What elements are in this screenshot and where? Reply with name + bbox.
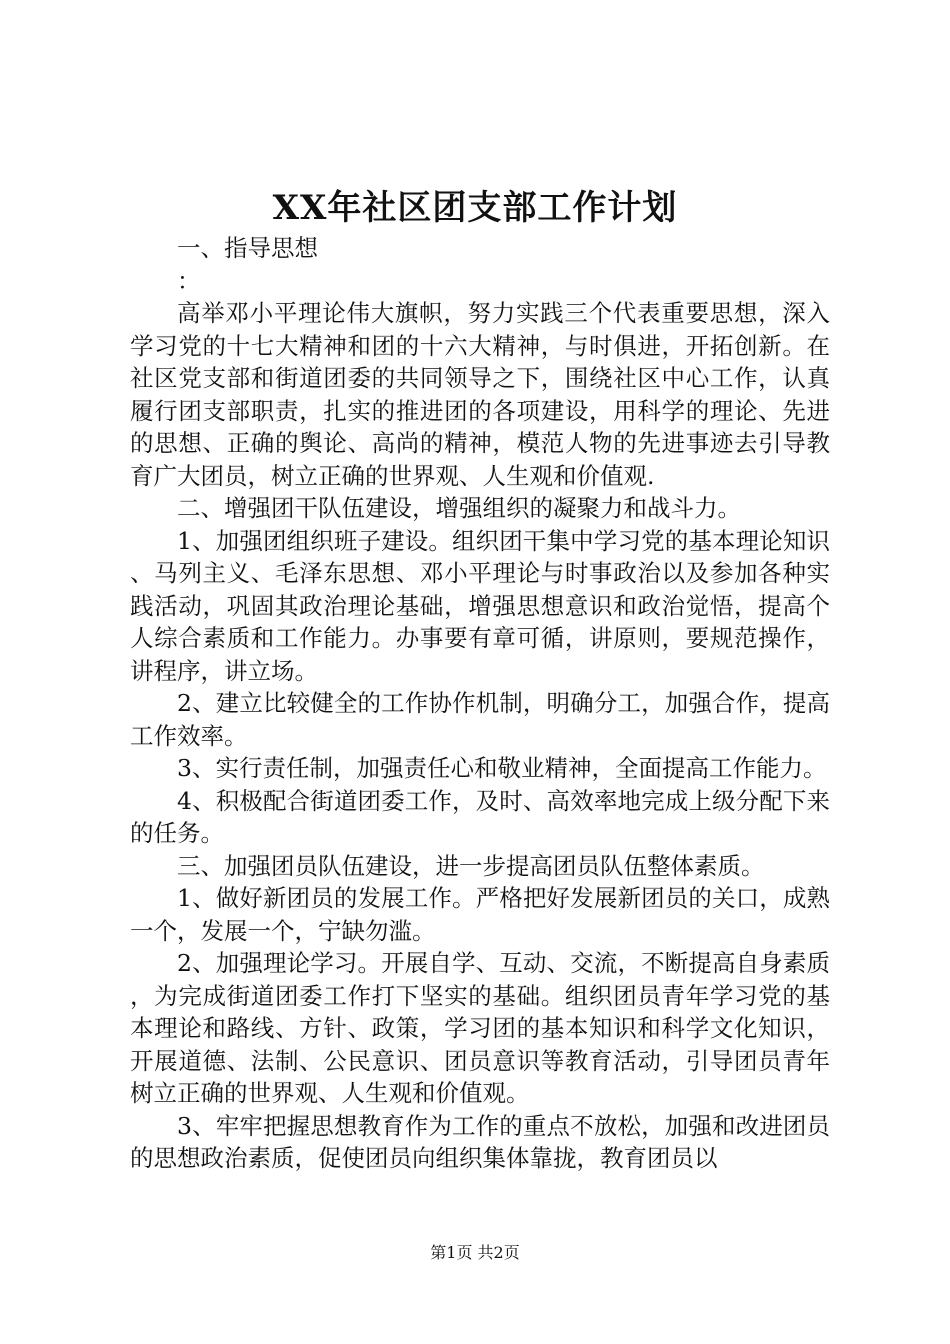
paragraph-member-item-1: 1、做好新团员的发展工作。严格把好发展新团员的关口，成熟一个，发展一个，宁缺勿滥。 [130, 884, 830, 945]
heading-member-team: 三、加强团员队伍建设，进一步提高团员队伍整体素质。 [177, 851, 765, 880]
paragraph-item-4: 4、积极配合街道团委工作，及时、高效率地完成上级分配下来的任务。 [130, 786, 830, 847]
document-body [130, 232, 830, 1175]
paragraph-item-2: 2、建立比较健全的工作协作机制，明确分工，加强合作，提高工作效率。 [130, 689, 830, 750]
paragraph-item-1: 1、加强团组织班子建设。组织团干集中学习党的基本理论知识、马列主义、毛泽东思想、邓小平理论与时事政治以及参加各种实践活动，巩固其政治理论基础，增强思想意识和政治觉悟，提高个人综合素质和工作能力。办事要有章可循，讲原则，要规范操作，讲程序，讲立场。 [130, 526, 830, 685]
heading-guiding-thought: 一、指导思想 [177, 234, 318, 262]
paragraph-member-item-3: 3、牢牢把握思想教育作为工作的重点不放松，加强和改进团员的思想政治素质，促使团员向组织集体靠拢，教育团员以 [130, 1111, 830, 1172]
heading-cadre-team: 二、增强团干队伍建设，增强组织的凝聚力和战斗力。 [177, 494, 741, 522]
colon-line: ： [177, 266, 201, 295]
paragraph-member-item-2: 2、加强理论学习。开展自学、互动、交流，不断提高自身素质，为完成街道团委工作打下坚实的基础。组织团员青年学习党的基本理论和路线、方针、政策，学习团的基本知识和科学文化知识，开展道德、法制、公民意识、团员意识等教育活动，引导团员青年树立正确的世界观、人生观和价值观。 [130, 949, 830, 1107]
page-footer: 第1页 共2页 [430, 1243, 520, 1262]
document-title: XX年社区团支部工作计划 [272, 188, 678, 228]
paragraph-guiding-thought: 高举邓小平理论伟大旗帜，努力实践三个代表重要思想，深入学习党的十七大精神和团的十六大精神，与时俱进，开拓创新。在社区党支部和街道团委的共同领导之下，围绕社区中心工作，认真履行团支部职责，扎实的推进团的各项建设，用科学的理论、先进的思想、正确的舆论、高尚的精神，模范人物的先进事迹去引导教育广大团员，树立正确的世界观、人生观和价值观. [130, 299, 830, 490]
paragraph-item-3: 3、实行责任制，加强责任心和敬业精神，全面提高工作能力。 [177, 754, 827, 782]
